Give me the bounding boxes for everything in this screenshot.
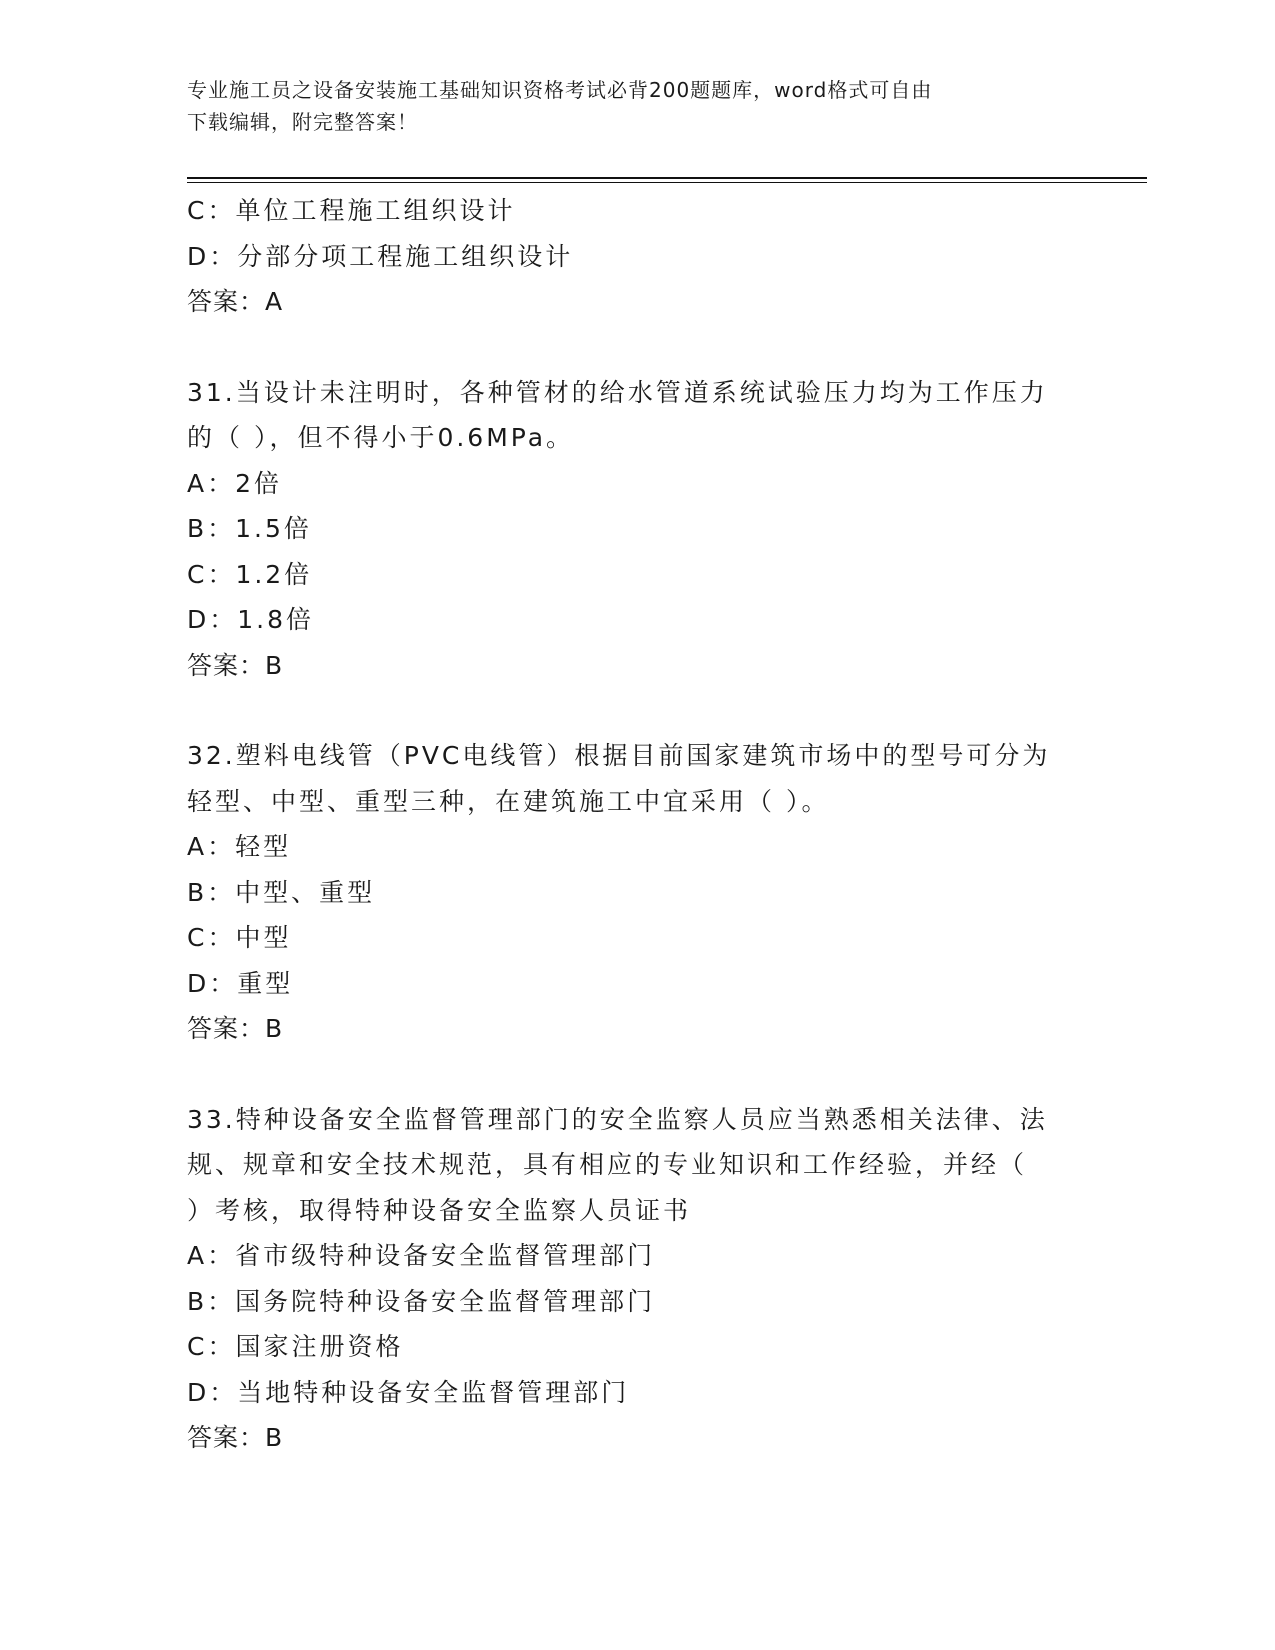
option-a: A：省市级特种设备安全监督管理部门 [187, 1241, 656, 1270]
question-stem: 轻型、中型、重型三种，在建筑施工中宜采用（ ）。 [187, 786, 830, 816]
option-c: C：中型 [187, 923, 292, 952]
answer-line: 答案：A [187, 287, 284, 316]
question-stem: 32.塑料电线管（PVC电线管）根据目前国家建筑市场中的型号可分为 [187, 741, 1051, 770]
answer-line: 答案：B [187, 1423, 284, 1452]
option-c: C：国家注册资格 [187, 1332, 404, 1361]
option-c: C：1.2倍 [187, 559, 313, 589]
spacer [187, 325, 1087, 370]
option-a: A：2倍 [187, 468, 283, 498]
question-block-33 [187, 1097, 1087, 1461]
header-divider-thin [187, 182, 1147, 183]
option-d: D：1.8倍 [187, 605, 315, 634]
document-header [187, 74, 1067, 138]
header-line-1: 专业施工员之设备安装施工基础知识资格考试必背200题题库，word格式可自由 [187, 78, 933, 102]
header-line-2: 下载编辑，附完整答案！ [187, 110, 418, 134]
question-stem: 33.特种设备安全监督管理部门的安全监察人员应当熟悉相关法律、法 [187, 1104, 1048, 1134]
question-block-32 [187, 733, 1087, 1052]
option-d: D：分部分项工程施工组织设计 [187, 241, 574, 271]
option-a: A：轻型 [187, 832, 292, 861]
question-stem: ）考核，取得特种设备安全监察人员证书 [187, 1195, 692, 1225]
spacer [187, 688, 1087, 733]
option-d: D：重型 [187, 968, 294, 998]
option-b: B：1.5倍 [187, 514, 312, 543]
option-b: B：国务院特种设备安全监督管理部门 [187, 1286, 656, 1316]
document-body [187, 188, 1087, 1461]
question-stem: 的（ ），但不得小于0.6MPa。 [187, 423, 575, 452]
question-block-31 [187, 370, 1087, 689]
spacer [187, 1052, 1087, 1097]
answer-line: 答案：B [187, 650, 284, 680]
question-stem: 规、规章和安全技术规范，具有相应的专业知识和工作经验，并经（ [187, 1150, 1028, 1179]
option-b: B：中型、重型 [187, 877, 376, 907]
header-divider-thick [187, 177, 1147, 179]
answer-line: 答案：B [187, 1014, 284, 1043]
question-stem: 31.当设计未注明时，各种管材的给水管道系统试验压力均为工作压力 [187, 377, 1048, 407]
question-block-30 [187, 188, 1087, 325]
option-d: D：当地特种设备安全监督管理部门 [187, 1377, 630, 1407]
option-c: C：单位工程施工组织设计 [187, 196, 516, 225]
